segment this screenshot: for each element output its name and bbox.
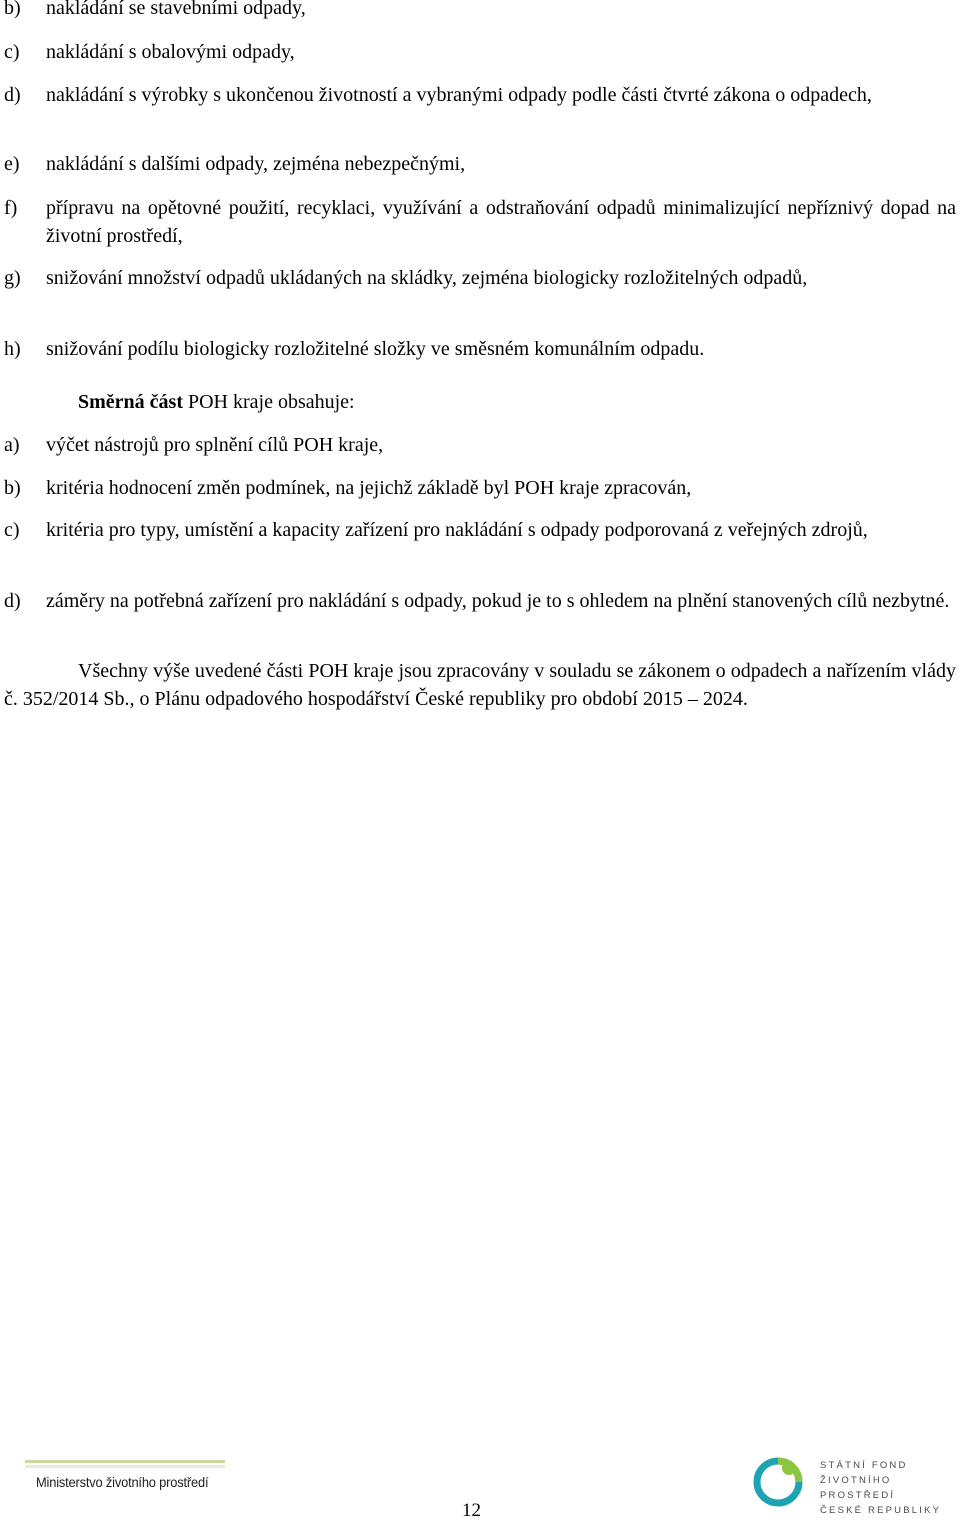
fund-logo-line: ŽIVOTNÍHO PROSTŘEDÍ: [820, 1475, 896, 1501]
ministry-logo-bar: [25, 1465, 225, 1468]
list-item: [4, 587, 956, 615]
list-item: [4, 474, 956, 502]
list-item-label: b): [4, 477, 21, 499]
section-intro: [4, 388, 956, 416]
section-intro-rest: POH kraje obsahuje:: [182, 391, 355, 413]
list-item: [4, 431, 956, 459]
list-item-label: d): [4, 590, 21, 612]
page-number: 12: [462, 1500, 481, 1521]
list-item-label: d): [4, 84, 21, 106]
page-footer: [0, 1440, 960, 1525]
list-item: [4, 194, 956, 250]
list-item: [4, 38, 956, 66]
ministry-logo-bar: [25, 1460, 225, 1463]
list-item-text: nakládání s dalšími odpady, zejména nebezpečnými,: [46, 153, 466, 175]
fund-logo-text: [820, 1458, 960, 1518]
list-item-label: b): [4, 0, 21, 19]
list-item-label: e): [4, 153, 20, 175]
list-item-text: záměry na potřebná zařízení pro nakládání s odpady, pokud je to s ohledem na plnění stanovených cílů nezbytné.: [46, 590, 950, 612]
list-item-text: snižování podílu biologicky rozložitelné složky ve směsném komunálním odpadu.: [46, 338, 705, 360]
list-item-label: c): [4, 519, 20, 541]
list-item: [4, 150, 956, 178]
list-item: [4, 264, 956, 292]
list-item-label: c): [4, 41, 20, 63]
list-item: [4, 335, 956, 363]
fund-logo-line: ČESKÉ REPUBLIKY: [820, 1505, 942, 1516]
list-item: [4, 516, 956, 544]
list-item-text: nakládání se stavebními odpady,: [46, 0, 306, 19]
list-item: [4, 0, 956, 22]
list-item-text: kritéria pro typy, umístění a kapacity zařízení pro nakládání s odpady podporovaná z veřejných zdrojů,: [46, 519, 868, 541]
list-item-text: kritéria hodnocení změn podmínek, na jejichž základě byl POH kraje zpracován,: [46, 477, 692, 499]
list-item: [4, 81, 956, 109]
fund-logo-icon: [752, 1455, 804, 1507]
closing-paragraph: Všechny výše uvedené části POH kraje jsou zpracovány v souladu se zákonem o odpadech a nařízením vlády č. 352/2014 Sb., o Plánu odpadového hospodářství České republiky pro období 2015 – 2024.: [4, 660, 956, 710]
fund-logo-line: STÁTNÍ FOND: [820, 1460, 908, 1471]
list-item-text: snižování množství odpadů ukládaných na skládky, zejména biologicky rozložitelných odpadů,: [46, 267, 808, 289]
list-item-label: g): [4, 267, 21, 289]
list-item-text: přípravu na opětovné použití, recyklaci, využívání a odstraňování odpadů minimalizující nepříznivý dopad na životní prostředí,: [46, 197, 956, 247]
list-item-label: f): [4, 197, 18, 219]
list-item-label: a): [4, 434, 20, 456]
list-item-text: nakládání s výrobky s ukončenou životností a vybranými odpady podle části čtvrté zákona o odpadech,: [46, 84, 872, 106]
ministry-logo: Ministerstvo životního prostředí: [36, 1474, 209, 1490]
list-item-text: výčet nástrojů pro splnění cílů POH kraje,: [46, 434, 384, 456]
section-intro-bold: Směrná část: [78, 391, 183, 413]
list-item-text: nakládání s obalovými odpady,: [46, 41, 295, 63]
list-item-label: h): [4, 338, 21, 360]
